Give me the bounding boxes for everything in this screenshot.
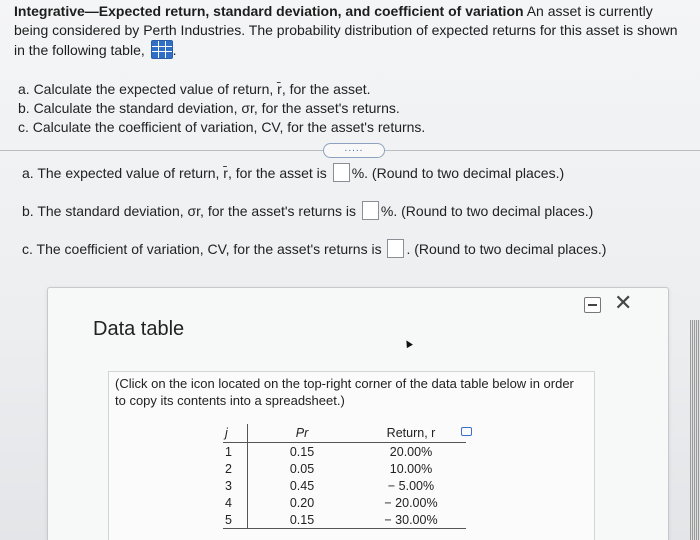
screen-moire-edge [690, 320, 700, 540]
question-c: c. Calculate the coefficient of variation, CV, for the asset's returns. [18, 119, 426, 135]
table-header-row [223, 424, 466, 443]
cell-return: − 20.00% [384, 495, 438, 510]
minimize-icon[interactable] [584, 297, 601, 313]
col-header-pr: Pr [248, 424, 357, 443]
answer-c [22, 239, 606, 259]
answer-c-input[interactable] [387, 239, 404, 258]
cell-pr: 0.15 [248, 443, 357, 461]
question-a: a. Calculate the expected value of return, r̄, for the asset. [18, 81, 371, 97]
cell-return: − 5.00% [387, 478, 435, 493]
question-list [18, 80, 425, 137]
answer-b-label: b. The standard deviation, σr, for the asset's returns is [22, 203, 357, 219]
cell-return: − 30.00% [356, 511, 466, 529]
grid-icon[interactable] [151, 40, 173, 59]
probability-table [223, 424, 466, 529]
cell-return: 20.00% [389, 444, 433, 459]
cell-pr: 0.45 [248, 477, 357, 494]
table-row [223, 494, 466, 511]
copy-instructions: (Click on the icon located on the top-right corner of the data table below in order to copy its contents into a spreadsheet.) [115, 376, 574, 408]
problem-statement: Integrative—Expected return, standard deviation, and coefficient of variation An asset is currently being considered by Perth Industries. The probability distribution of expected returns for this asset is shown in the following table, . [14, 3, 678, 58]
answer-b-suffix: %. (Round to two decimal places.) [380, 203, 594, 219]
answer-a-label: a. The expected value of return, r̄, for the asset is [22, 165, 327, 181]
data-table-panel [108, 371, 595, 540]
answer-a-input[interactable] [333, 163, 350, 182]
cell-j: 1 [225, 444, 232, 459]
cell-pr: 0.20 [248, 494, 357, 511]
table-row [223, 477, 466, 494]
answer-c-label: c. The coefficient of variation, CV, for the asset's returns is [22, 241, 382, 257]
cell-return: 10.00% [389, 461, 433, 476]
mouse-cursor-icon: ▲ [399, 333, 417, 353]
table-row [223, 460, 466, 477]
question-b: b. Calculate the standard deviation, σr, for the asset's returns. [18, 100, 400, 116]
cell-j: 4 [225, 495, 232, 510]
table-row [223, 443, 466, 461]
answer-a-suffix: %. (Round to two decimal places.) [351, 165, 565, 181]
col-header-j: j [223, 424, 248, 443]
close-icon[interactable]: ✕ [614, 290, 633, 315]
cell-j: 5 [223, 511, 248, 529]
cell-j: 2 [225, 461, 232, 476]
answer-b-input[interactable] [362, 201, 379, 220]
data-table-dialog [47, 287, 669, 540]
cell-pr: 0.05 [248, 460, 357, 477]
problem-title: Integrative—Expected return, standard deviation, and coefficient of variation [14, 3, 524, 19]
col-header-return: Return, r [356, 424, 466, 443]
problem-text: An asset is currently being considered by Perth Industries. The probability distribution of expected returns for this asset is shown in the following table, [14, 3, 678, 58]
dialog-title: Data table [93, 318, 185, 340]
table-row [223, 511, 466, 529]
cell-j: 3 [225, 478, 232, 493]
cell-pr: 0.15 [248, 511, 357, 529]
expand-more-button[interactable]: ..... [323, 143, 385, 158]
answer-c-suffix: . (Round to two decimal places.) [406, 241, 607, 257]
answer-a [22, 163, 564, 183]
answer-b [22, 201, 593, 221]
